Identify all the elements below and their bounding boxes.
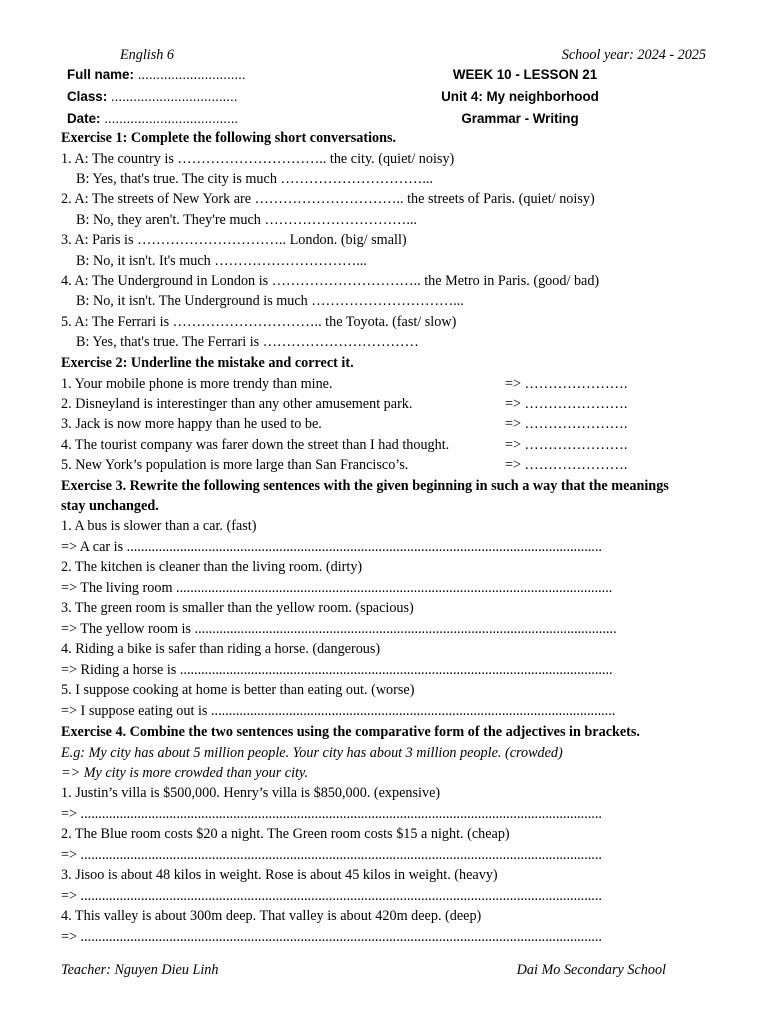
ex4-answer-line: => ................................................................................................................................................... [61,806,602,822]
full-name-label: Full name: [67,67,134,82]
ex3-answer-line: => The living room ........................................................................................................................... [61,580,613,596]
ex2-answer-blank: => …………………. [505,416,628,432]
ex3-answer-line: => The yellow room is ....................................................................................................................... [61,621,617,637]
subject-label: English 6 [120,47,174,63]
class-blank: .................................. [107,89,238,104]
ex4-answer-line: => ................................................................................................................................................... [61,888,602,904]
ex1-line: B: No, they aren't. They're much …………………………... [76,212,417,228]
ex2-answer-blank: => …………………. [505,396,628,412]
teacher-name: Teacher: Nguyen Dieu Linh [61,962,219,978]
ex1-line: 5. A: The Ferrari is ………………………….. the Toyota. (fast/ slow) [61,314,457,330]
ex4-answer-line: => ................................................................................................................................................... [61,847,602,863]
ex4-example-answer: => My city is more crowded than your city. [61,765,309,781]
ex3-answer-line: => I suppose eating out is .................................................................................................................. [61,703,616,719]
school-name: Dai Mo Secondary School [516,962,666,978]
ex1-line: B: No, it isn't. The Underground is much …………………………... [76,293,464,309]
ex1-line: B: Yes, that's true. The city is much …………………………... [76,171,433,187]
exercise-2-title: Exercise 2: Underline the mistake and correct it. [61,355,354,371]
ex2-sentence: 1. Your mobile phone is more trendy than mine. [61,376,333,392]
ex4-line: 2. The Blue room costs $20 a night. The Green room costs $15 a night. (cheap) [61,826,510,842]
ex3-line: 3. The green room is smaller than the yellow room. (spacious) [61,600,414,616]
school-year: School year: 2024 - 2025 [561,47,706,63]
full-name-blank: ............................. [133,67,246,82]
ex2-answer-blank: => …………………. [505,437,628,453]
ex1-line: 4. A: The Underground in London is ………………………….. the Metro in Paris. (good/ bad) [61,273,600,289]
ex3-line: 4. Riding a bike is safer than riding a horse. (dangerous) [61,641,381,657]
ex2-sentence: 2. Disneyland is interestinger than any other amusement park. [61,396,413,412]
ex2-answer-blank: => …………………. [505,457,628,473]
ex3-answer-line: => Riding a horse is .......................................................................................................................... [61,662,613,678]
ex1-line: 2. A: The streets of New York are ………………………….. the streets of Paris. (quiet/ noisy) [61,191,595,207]
date-label: Date: [67,111,101,126]
ex4-example: E.g: My city has about 5 million people. Your city has about 3 million people. (crowded) [61,745,563,761]
ex4-answer-line: => ................................................................................................................................................... [61,929,602,945]
exercise-4-title: Exercise 4. Combine the two sentences using the comparative form of the adjectives in brackets. [61,724,640,740]
week-lesson: WEEK 10 - LESSON 21 [452,67,598,82]
ex1-line: B: Yes, that's true. The Ferrari is …………………………… [76,334,419,350]
unit-title: Unit 4: My neighborhood [441,89,599,104]
ex1-line: 3. A: Paris is ………………………….. London. (big/ small) [61,232,407,248]
ex2-sentence: 4. The tourist company was farer down the street than I had thought. [61,437,450,453]
exercise-1-title: Exercise 1: Complete the following short conversations. [61,130,397,146]
class-label: Class: [67,89,108,104]
ex3-line: 5. I suppose cooking at home is better than eating out. (worse) [61,682,415,698]
ex4-line: 4. This valley is about 300m deep. That valley is about 420m deep. (deep) [61,908,482,924]
exercise-3-title-cont: stay unchanged. [61,498,159,514]
ex3-line: 1. A bus is slower than a car. (fast) [61,518,257,534]
lesson-topic: Grammar - Writing [461,111,579,126]
ex2-sentence: 5. New York’s population is more large than San Francisco’s. [61,457,409,473]
ex4-line: 1. Justin’s villa is $500,000. Henry’s villa is $850,000. (expensive) [61,785,441,801]
exercise-3-title: Exercise 3. Rewrite the following sentences with the given beginning in such a way that the meanings [61,478,669,494]
date-line [67,109,238,128]
class-line [67,87,237,106]
ex3-answer-line: => A car is ...................................................................................................................................... [61,539,602,555]
ex2-sentence: 3. Jack is now more happy than he used to be. [61,416,322,432]
ex3-line: 2. The kitchen is cleaner than the living room. (dirty) [61,559,363,575]
date-blank: .................................... [100,111,239,126]
ex1-line: 1. A: The country is ………………………….. the city. (quiet/ noisy) [61,151,455,167]
ex1-line: B: No, it isn't. It's much …………………………... [76,253,367,269]
full-name-line [67,65,246,84]
ex2-answer-blank: => …………………. [505,376,628,392]
ex4-line: 3. Jisoo is about 48 kilos in weight. Rose is about 45 kilos in weight. (heavy) [61,867,498,883]
